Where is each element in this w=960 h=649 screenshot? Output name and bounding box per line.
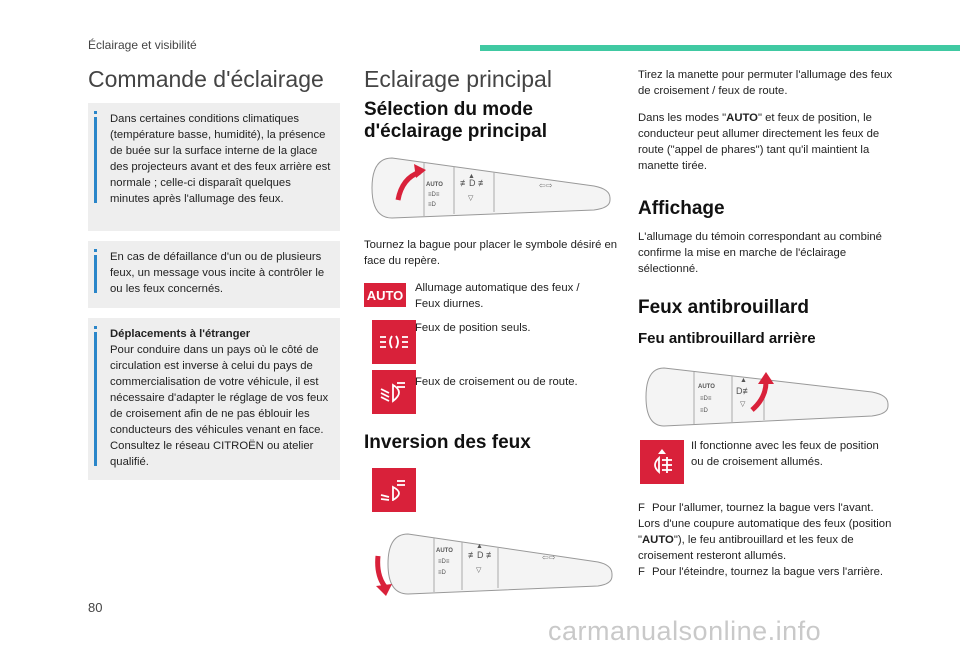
svg-text:⇦⇨: ⇦⇨ [542, 553, 556, 562]
watermark: carmanualsonline.info [548, 616, 822, 646]
note-text: Pour conduire dans un pays où le côté de circulation est inverse à celui du pays de commercialisation de votre véhicule, il est nécessaire d'adapter le réglage de vos feux de croisement afin de ne pas éblouir les conducteurs des véhicules venant en face. Consultez le réseau CITROËN ou atelier qualifié. [110, 344, 329, 468]
paragraph-toggle-beams: Tirez la manette pour permuter l'allumage des feux de croisement / feux de route. [638, 69, 893, 97]
svg-text:≡D: ≡D [700, 408, 708, 414]
bullet-icon: F [638, 502, 645, 514]
paragraph-auto-cut: Lors d'une coupure automatique des feux (position "AUTO"), le feu antibrouillard et les feux de croisement resteront allumés. [638, 518, 892, 562]
svg-text:▽: ▽ [740, 401, 746, 408]
list-item-turn-on: F Pour l'allumer, tournez la bague vers l'avant. [638, 502, 874, 514]
svg-text:▲: ▲ [740, 377, 747, 384]
page-number: 80 [88, 600, 103, 615]
paragraph-display: L'allumage du témoin correspondant au combiné confirme la mise en marche de l'éclairage sélectionné. [638, 231, 882, 275]
note-box-abroad [88, 318, 340, 480]
bullet-icon: F [638, 566, 645, 578]
instruction-text: Tournez la bague pour placer le symbole désiré en face du repère. [364, 239, 618, 267]
mode-beam-text: Feux de croisement ou de route. [415, 376, 578, 388]
note-box-failure [88, 241, 340, 308]
svg-text:▽: ▽ [468, 195, 474, 202]
list-item-turn-off: F Pour l'éteindre, tournez la bague vers l'arrière. [638, 566, 884, 578]
svg-text:D≢: D≢ [736, 386, 752, 396]
section-title-main-lighting: Eclairage principal [364, 66, 552, 92]
auto-icon: AUTO [364, 283, 406, 307]
lighting-stalk-illustration [364, 148, 616, 224]
mode-position-text: Feux de position seuls. [415, 322, 531, 334]
header-accent-bar [480, 45, 960, 51]
rear-fog-icon [640, 440, 684, 484]
lighting-stalk-pull-illustration [372, 520, 616, 600]
info-icon [94, 117, 97, 203]
svg-text:≡D: ≡D [438, 570, 446, 576]
running-header: Éclairage et visibilité [88, 38, 197, 52]
subtitle-beam-inversion: Inversion des feux [364, 432, 531, 453]
subtitle-rear-fog: Feu antibrouillard arrière [638, 330, 816, 347]
svg-text:≡D≡: ≡D≡ [428, 192, 440, 198]
info-icon [94, 255, 97, 293]
subtitle-fog-lights: Feux antibrouillard [638, 297, 810, 318]
svg-text:AUTO: AUTO [698, 384, 715, 390]
note-text: Dans certaines conditions climatiques (température basse, humidité), la présence de buée sur la surface interne de la glace des projecteurs avant et des feux arrière est normale ; celle-ci disparaît quelques minutes après l'allumage des feux. [110, 113, 331, 205]
svg-text:▽: ▽ [476, 567, 482, 574]
main-beam-icon [372, 468, 416, 512]
section-title-lighting-control: Commande d'éclairage [88, 66, 324, 92]
svg-text:≡D≡: ≡D≡ [438, 559, 450, 565]
position-lights-icon [372, 320, 416, 364]
note-box-condensation [88, 103, 340, 231]
svg-text:AUTO: AUTO [436, 548, 453, 554]
fog-stalk-illustration [642, 362, 892, 432]
fog-instructions [638, 500, 894, 580]
svg-text:AUTO: AUTO [426, 182, 443, 188]
svg-text:▲: ▲ [476, 543, 483, 550]
paragraph-flash: Dans les modes "AUTO" et feux de position, le conducteur peut allumer directement les feux de route ("appel de phares") tant qu'il maintient la manette tirée. [638, 112, 880, 172]
svg-text:≢D ≢: ≢D ≢ [460, 178, 487, 188]
note-text: En cas de défaillance d'un ou de plusieurs feux, un message vous incite à contrôler le ou les feux concernés. [110, 251, 325, 295]
paragraph-fog: Il fonctionne avec les feux de position ou de croisement allumés. [691, 440, 879, 468]
svg-text:≡D≡: ≡D≡ [700, 396, 712, 402]
note-heading: Déplacements à l'étranger [110, 328, 251, 340]
svg-text:▲: ▲ [468, 173, 475, 180]
mode-auto-text: Allumage automatique des feux / Feux diurnes. [415, 282, 580, 310]
svg-text:≡D: ≡D [428, 202, 436, 208]
info-icon [94, 332, 97, 466]
dipped-main-beam-icon [372, 370, 416, 414]
svg-text:≢D ≢: ≢D ≢ [468, 550, 495, 560]
subtitle-mode-selection: Sélection du mode d'éclairage principal [364, 99, 547, 142]
pull-arrow-icon [378, 556, 386, 588]
svg-text:⇦⇨: ⇦⇨ [539, 181, 553, 190]
subtitle-display: Affichage [638, 198, 725, 219]
